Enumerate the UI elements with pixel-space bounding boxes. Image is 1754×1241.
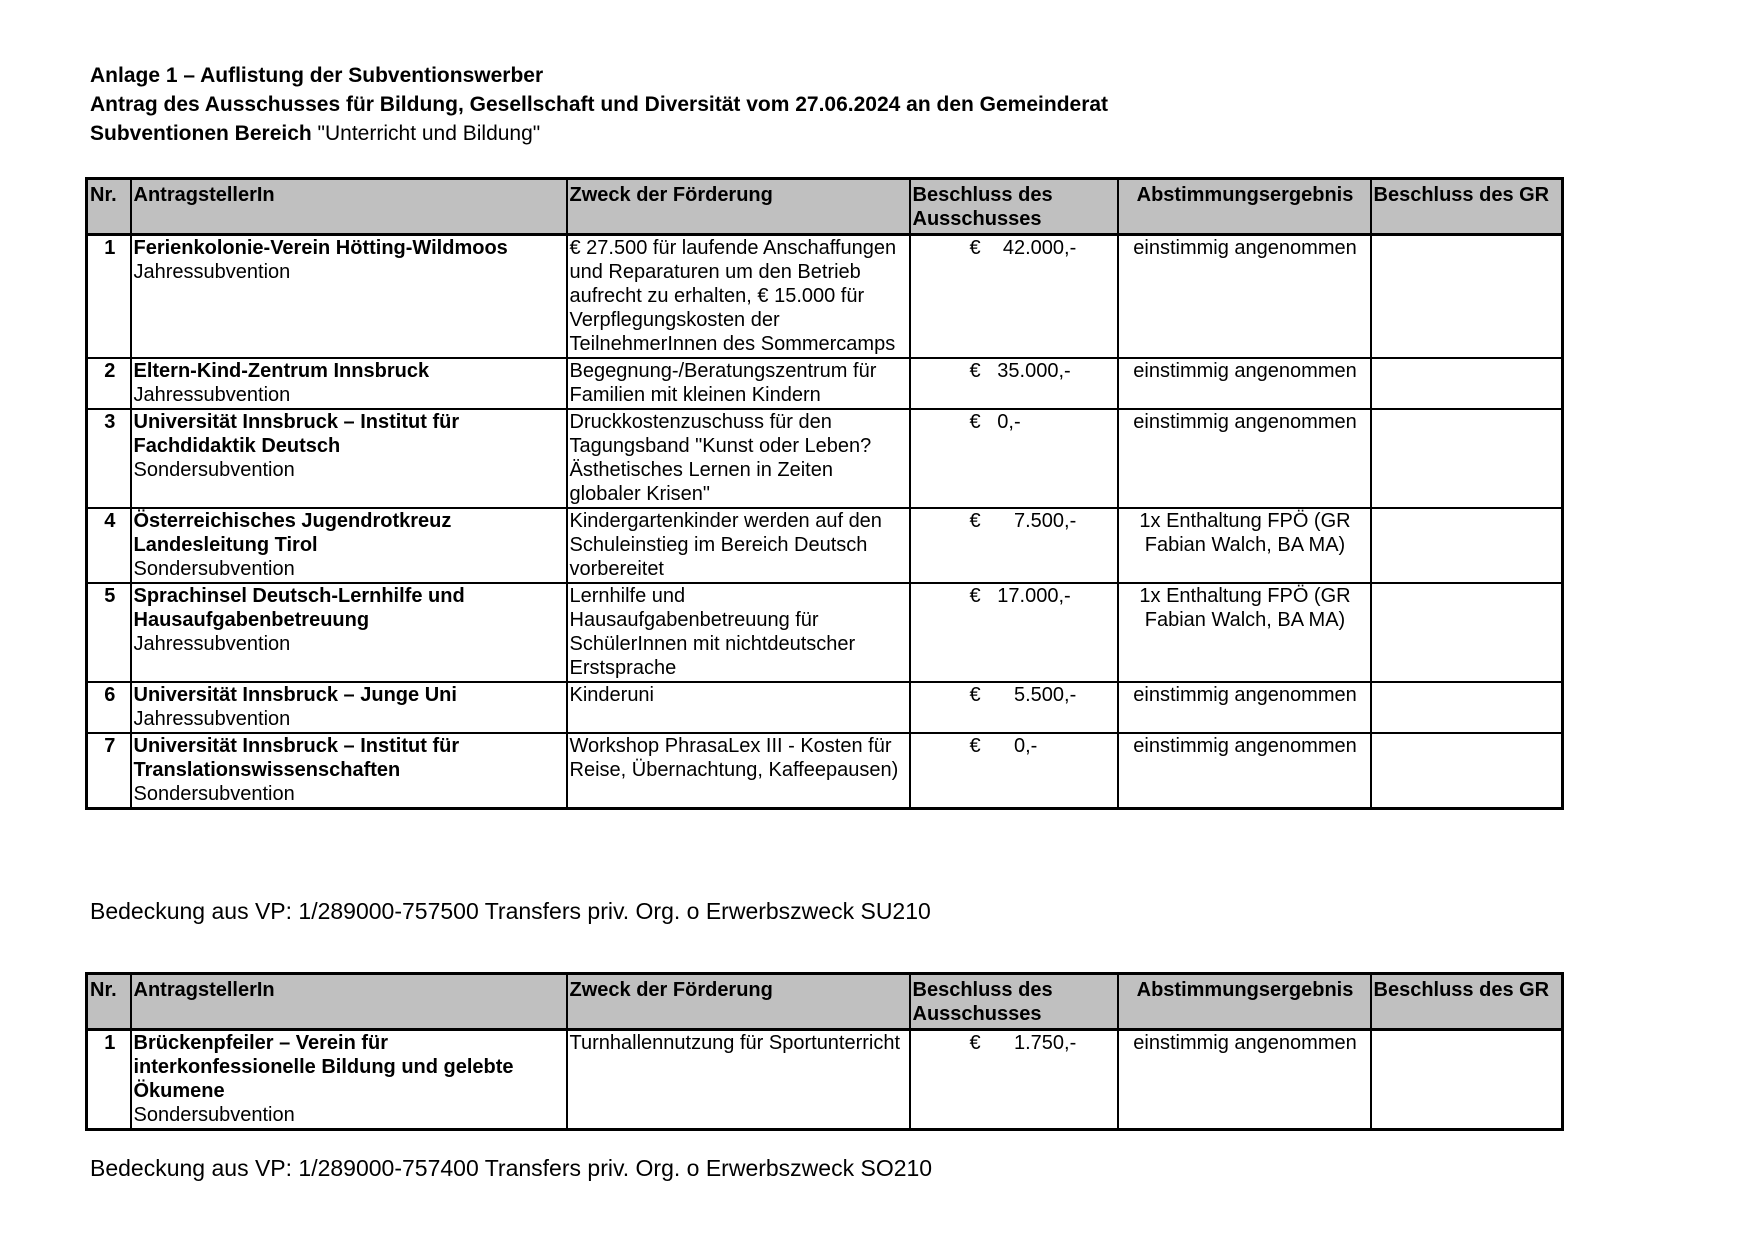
subsidy-type: Sondersubvention [133,558,295,580]
gr-decision-cell [1371,1030,1563,1130]
col-header-decision: Beschluss des Ausschusses [910,974,1118,1030]
amount-value: € 7.500,- [969,510,1077,532]
purpose-cell: Kinderuni [567,682,910,733]
applicant-cell [131,733,567,809]
applicant-name: Brückenpfeiler – Verein für interkonfessionelle Bildung und gelebte Ökumene [133,1032,514,1102]
amount-value: € 35.000,- [969,360,1071,382]
table-row [87,682,1563,733]
table-row [87,358,1563,409]
table-header-row [87,179,1563,235]
decision-cell [910,508,1118,583]
coverage-note-1: Bedeckung aus VP: 1/289000-757500 Transfers priv. Org. o Erwerbszweck SU210 [90,898,931,924]
subsidy-type: Sondersubvention [133,459,295,481]
table-body [87,235,1563,809]
vote-cell: 1x Enthaltung FPÖ (GR Fabian Walch, BA MA) [1118,583,1371,682]
applicant-name: Ferienkolonie-Verein Hötting-Wildmoos [133,237,508,259]
purpose-cell: Turnhallennutzung für Sportunterricht [567,1030,910,1130]
applicant-cell [131,508,567,583]
table-row [87,1030,1563,1130]
purpose-cell: Workshop PhrasaLex III - Kosten für Reise, Übernachtung, Kaffeepausen) [567,733,910,809]
decision-cell [910,583,1118,682]
applicant-cell [131,583,567,682]
coverage-note-2: Bedeckung aus VP: 1/289000-757400 Transfers priv. Org. o Erwerbszweck SO210 [90,1155,933,1181]
subsidy-type: Jahressubvention [133,633,291,655]
document-section-title [90,121,540,147]
purpose-cell: Begegnung-/Beratungszentrum für Familien mit kleinen Kindern [567,358,910,409]
decision-cell [910,1030,1118,1130]
col-header-nr: Nr. [87,974,131,1030]
purpose-cell: Kindergartenkinder werden auf den Schuleinstieg im Bereich Deutsch vorbereitet [567,508,910,583]
decision-cell [910,235,1118,359]
amount-value: € 42.000,- [969,237,1077,259]
table-row [87,235,1563,359]
vote-cell: einstimmig angenommen [1118,409,1371,508]
row-number: 5 [87,583,131,682]
decision-cell [910,409,1118,508]
table-body [87,1030,1563,1130]
col-header-applicant: AntragstellerIn [131,179,567,235]
vote-cell: einstimmig angenommen [1118,733,1371,809]
applicant-name: Universität Innsbruck – Institut für Translationswissenschaften [133,735,460,781]
table-header-row [87,974,1563,1030]
subsidy-type: Sondersubvention [133,783,295,805]
row-number: 7 [87,733,131,809]
applicant-cell [131,682,567,733]
subsidy-table-1 [85,177,1564,810]
col-header-purpose: Zweck der Förderung [567,974,910,1030]
row-number: 1 [87,1030,131,1130]
gr-decision-cell [1371,235,1563,359]
gr-decision-cell [1371,508,1563,583]
amount-value: € 1.750,- [969,1032,1077,1054]
col-header-nr: Nr. [87,179,131,235]
applicant-cell [131,409,567,508]
gr-decision-cell [1371,733,1563,809]
table-row [87,409,1563,508]
applicant-cell [131,358,567,409]
vote-cell: einstimmig angenommen [1118,682,1371,733]
gr-decision-cell [1371,409,1563,508]
col-header-gr: Beschluss des GR [1371,974,1563,1030]
row-number: 6 [87,682,131,733]
decision-cell [910,358,1118,409]
vote-cell: 1x Enthaltung FPÖ (GR Fabian Walch, BA MA) [1118,508,1371,583]
document-subtitle: Antrag des Ausschusses für Bildung, Gesellschaft und Diversität vom 27.06.2024 an den Gemeinderat [90,93,1109,116]
amount-value: € 0,- [969,411,1021,433]
purpose-cell: € 27.500 für laufende Anschaffungen und Reparaturen um den Betrieb aufrecht zu erhalten, € 15.000 für Verpflegungskosten der TeilnehmerInnen des Sommercamps [567,235,910,359]
row-number: 1 [87,235,131,359]
decision-cell [910,733,1118,809]
row-number: 3 [87,409,131,508]
applicant-name: Eltern-Kind-Zentrum Innsbruck [133,360,430,382]
table-row [87,508,1563,583]
purpose-cell: Druckkostenzuschuss für den Tagungsband "Kunst oder Leben? Ästhetisches Lernen in Zeiten globaler Krisen" [567,409,910,508]
subsidy-type: Jahressubvention [133,708,291,730]
gr-decision-cell [1371,358,1563,409]
col-header-decision: Beschluss des Ausschusses [910,179,1118,235]
applicant-name: Sprachinsel Deutsch-Lernhilfe und Hausaufgabenbetreuung [133,585,465,631]
amount-value: € 0,- [969,735,1038,757]
gr-decision-cell [1371,682,1563,733]
table-row [87,733,1563,809]
col-header-vote: Abstimmungsergebnis [1118,179,1371,235]
section-title-bold: Subventionen Bereich [90,122,312,145]
subsidy-type: Jahressubvention [133,384,291,406]
subsidy-table-2 [85,972,1564,1131]
subsidy-type: Sondersubvention [133,1104,295,1126]
vote-cell: einstimmig angenommen [1118,358,1371,409]
amount-value: € 17.000,- [969,585,1071,607]
table-row [87,583,1563,682]
subsidy-type: Jahressubvention [133,261,291,283]
col-header-gr: Beschluss des GR [1371,179,1563,235]
vote-cell: einstimmig angenommen [1118,1030,1371,1130]
applicant-cell [131,1030,567,1130]
decision-cell [910,682,1118,733]
applicant-name: Universität Innsbruck – Junge Uni [133,684,457,706]
col-header-applicant: AntragstellerIn [131,974,567,1030]
col-header-purpose: Zweck der Förderung [567,179,910,235]
applicant-name: Österreichisches Jugendrotkreuz Landesleitung Tirol [133,510,452,556]
amount-value: € 5.500,- [969,684,1077,706]
purpose-cell: Lernhilfe und Hausaufgabenbetreuung für SchülerInnen mit nichtdeutscher Erstsprache [567,583,910,682]
vote-cell: einstimmig angenommen [1118,235,1371,359]
applicant-name: Universität Innsbruck – Institut für Fachdidaktik Deutsch [133,411,460,457]
document-title: Anlage 1 – Auflistung der Subventionswerber [90,64,544,87]
col-header-vote: Abstimmungsergebnis [1118,974,1371,1030]
section-title-rest: "Unterricht und Bildung" [311,122,541,145]
row-number: 4 [87,508,131,583]
gr-decision-cell [1371,583,1563,682]
applicant-cell [131,235,567,359]
row-number: 2 [87,358,131,409]
